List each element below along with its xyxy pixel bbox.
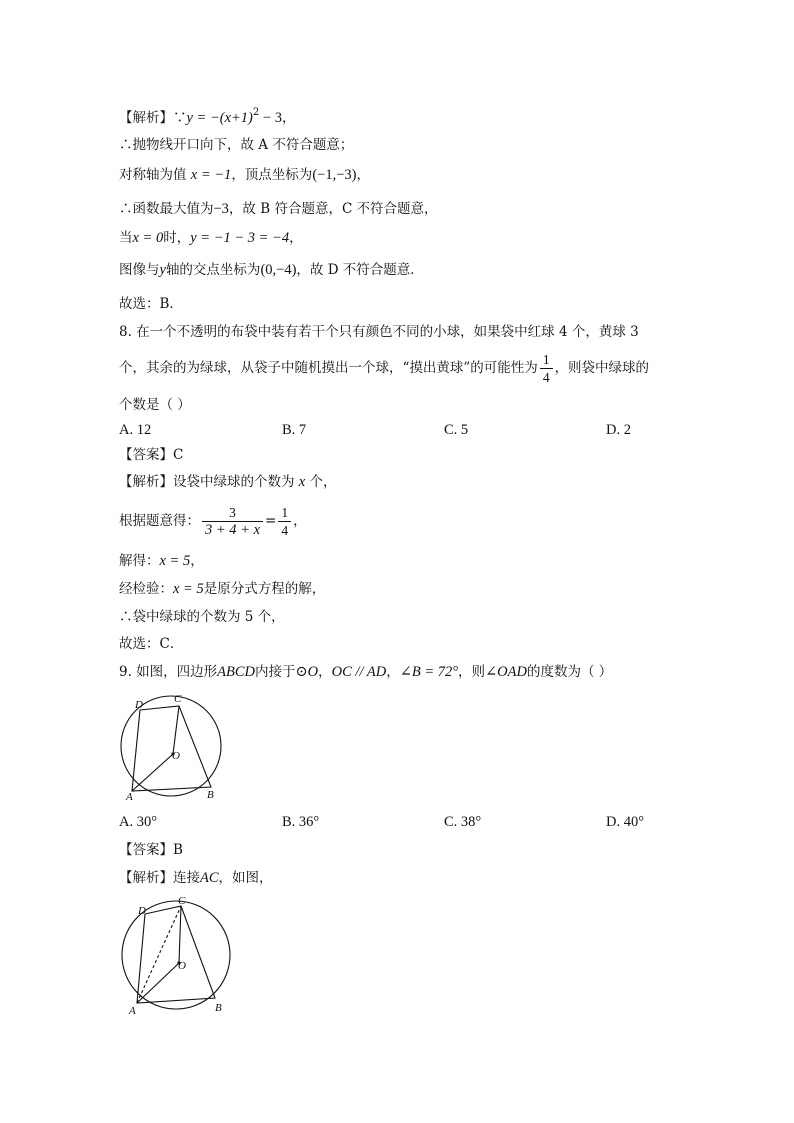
label-d-2: D bbox=[138, 905, 146, 917]
quadrilateral-abcd bbox=[132, 706, 211, 791]
q8-answer: 【答案】C bbox=[119, 447, 184, 463]
q8-stem-line-3: 个数是（ ） bbox=[119, 397, 191, 413]
label-c-2: C bbox=[178, 895, 186, 907]
quadrilateral-abcd-2 bbox=[137, 906, 215, 1003]
q8-option-c: C. 5 bbox=[444, 422, 469, 438]
label-c: C bbox=[174, 693, 182, 705]
circle-figure-2 bbox=[114, 894, 238, 1018]
label-d: D bbox=[135, 699, 143, 711]
circle-figure-1 bbox=[114, 688, 230, 804]
q9-option-d: D. 40° bbox=[606, 814, 645, 830]
q7-conclusion: 故选：B． bbox=[119, 296, 183, 312]
q8-solution-equation: 根据题意得： $\frac{3}{3 + 4 + x}$ = $\frac{1}{4}$ ， bbox=[119, 505, 307, 538]
segment-ac-dashed bbox=[137, 906, 181, 1003]
equation-right-fraction: $\frac{1}{4}$ bbox=[278, 504, 291, 539]
label-o-2: O bbox=[178, 960, 186, 972]
segment-oa-2 bbox=[137, 963, 179, 1003]
q7-analysis-line-1: 【解析】∵y = $-(x+1)^2 - 3$， bbox=[119, 107, 296, 126]
q8-solution-line-1: 【解析】设袋中绿球的个数为 x 个， bbox=[119, 474, 337, 490]
segment-oc-2 bbox=[179, 906, 181, 963]
q7-analysis-line-3: 对称轴为值 x = −1，顶点坐标为(−1,−3)， bbox=[119, 167, 370, 183]
q9-solution-line-1: 【解析】连接AC，如图， bbox=[119, 870, 273, 886]
q7-analysis-line-2: ∴抛物线开口向下，故 A 不符合题意； bbox=[119, 137, 354, 153]
segment-oc bbox=[173, 706, 179, 754]
q7-analysis-line-6: 图像与y轴的交点坐标为(0,−4)，故 D 不符合题意． bbox=[119, 262, 424, 278]
q8-solution-line-3: 解得：x = 5， bbox=[119, 553, 204, 569]
label-b-2: B bbox=[215, 1002, 222, 1014]
equation-left-fraction: $\frac{3}{3 + 4 + x}$ bbox=[202, 504, 263, 539]
q8-solution-line-5: ∴袋中绿球的个数为 5 个， bbox=[119, 609, 285, 625]
label-o: O bbox=[172, 750, 180, 762]
label-a-2: A bbox=[129, 1005, 136, 1017]
q9-option-b: B. 36° bbox=[282, 814, 320, 830]
q8-option-d: D. 2 bbox=[606, 422, 631, 438]
q7-analysis-line-5: 当x = 0时，y = −1 − 3 = −4， bbox=[119, 230, 303, 246]
q9-option-c: C. 38° bbox=[444, 814, 482, 830]
q8-option-a: A. 12 bbox=[119, 422, 152, 438]
probability-fraction: $\frac{1}{4}$ bbox=[540, 351, 553, 386]
q9-answer: 【答案】B bbox=[119, 842, 183, 858]
q8-conclusion: 故选：C． bbox=[119, 636, 184, 652]
q8-stem-line-2: 个，其余的为绿球，从袋子中随机摸出一个球，“摸出黄球”的可能性为 $\frac{1}{4}$ ，则袋中绿球的 bbox=[119, 352, 650, 385]
q8-solution-line-4: 经检验：x = 5是原分式方程的解， bbox=[119, 581, 326, 597]
q8-stem-line-1: 8. 在一个不透明的布袋中装有若干个只有颜色不同的小球，如果袋中红球 4 个，黄球 3 bbox=[119, 324, 639, 340]
label-a: A bbox=[126, 791, 133, 803]
q8-option-b: B. 7 bbox=[282, 422, 307, 438]
label-b: B bbox=[207, 789, 214, 801]
segment-oa bbox=[132, 754, 173, 791]
q9-stem: 9. 如图，四边形ABCD内接于⊙O，OC // AD，∠B = 72°，则∠OAD的度数为（ ） bbox=[119, 664, 613, 680]
q7-analysis-line-4: ∴函数最大值为−3，故 B 符合题意，C 不符合题意， bbox=[119, 201, 438, 217]
q9-option-a: A. 30° bbox=[119, 814, 158, 830]
